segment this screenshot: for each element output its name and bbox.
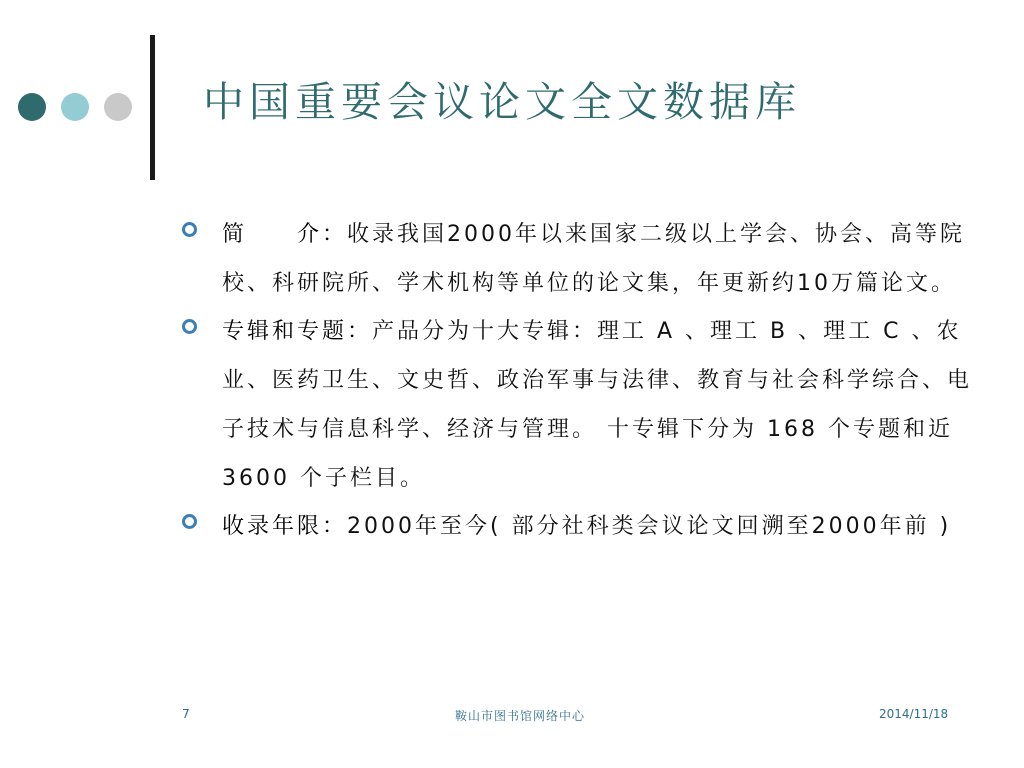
bullet-body: 产品分为十大专辑：理工 A 、理工 B 、理工 C 、农业、医药卫生、文史哲、政治军事与法律、教育与社会科学综合、电子技术与信息科学、经济与管理。 十专辑下分为 168 个专题和近 3600 个子栏目。 bbox=[222, 319, 973, 491]
ring-bullet-icon bbox=[182, 222, 197, 237]
slide-title: 中国重要会议论文全文数据库 bbox=[203, 78, 801, 126]
page-number: 7 bbox=[182, 707, 190, 721]
ring-bullet-icon bbox=[182, 514, 197, 529]
bullet-label: 简 介： bbox=[222, 222, 348, 247]
bullet-text bbox=[222, 307, 972, 503]
bullet-label: 收录年限： bbox=[222, 514, 348, 539]
bullet-body: 收录我国2000年以来国家二级以上学会、协会、高等院校、科研院所、学术机构等单位的论文集，年更新约10万篇论文。 bbox=[222, 222, 966, 296]
bullet-text bbox=[222, 210, 972, 308]
bullet-item-intro bbox=[182, 210, 972, 308]
footer-date: 2014/11/18 bbox=[879, 707, 949, 721]
decorative-dots bbox=[18, 93, 136, 123]
dark-teal-dot bbox=[18, 93, 46, 121]
bullet-list bbox=[182, 222, 972, 562]
title-divider bbox=[150, 35, 155, 180]
bullet-text bbox=[222, 502, 972, 551]
gray-dot bbox=[104, 93, 132, 121]
bullet-item-years bbox=[182, 502, 972, 551]
footer-organization: 鞍山市图书馆网络中心 bbox=[455, 709, 586, 723]
ring-bullet-icon bbox=[182, 319, 197, 334]
light-teal-dot bbox=[61, 93, 89, 121]
bullet-body: 2000年至今( 部分社科类会议论文回溯至2000年前 ) bbox=[347, 514, 952, 539]
bullet-item-collections bbox=[182, 307, 972, 503]
bullet-label: 专辑和专题： bbox=[222, 319, 373, 344]
